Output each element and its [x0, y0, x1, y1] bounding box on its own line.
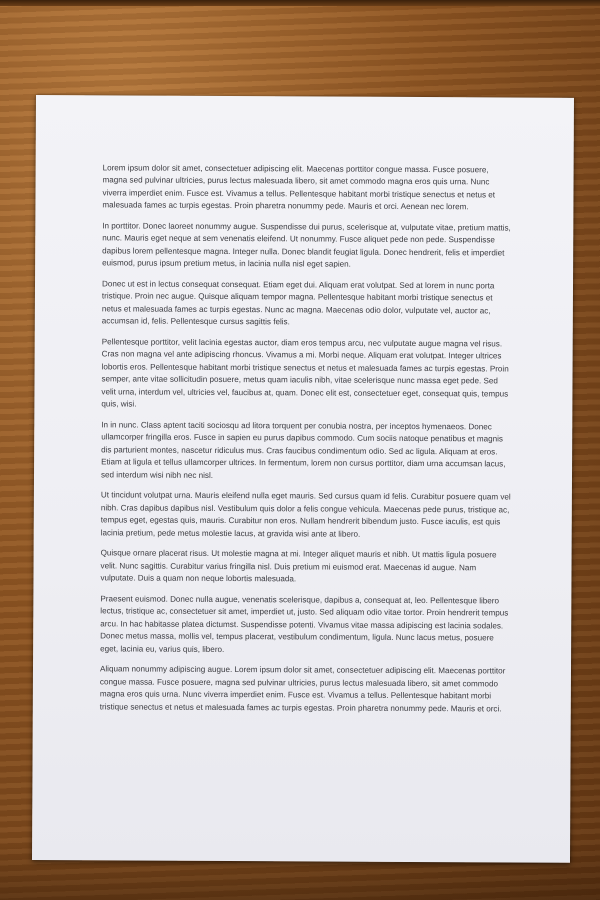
document-body	[100, 162, 513, 723]
paper-sheet	[32, 95, 574, 863]
paragraph-1: Lorem ipsum dolor sit amet, consectetuer adipiscing elit. Maecenas porttitor congue massa. Fusce posuere, magna sed pulvinar ultricies, purus lectus malesuada libero, sit amet commodo magna eros quis urna. Nunc viverra imperdiet enim. Fusce est. Vivamus a tellus. Pellentesque habitant morbi tristique senectus et netus et malesuada fames ac turpis egestas. Proin pharetra nonummy pede. Mauris et orci. Aenean nec lorem.	[102, 163, 496, 212]
paragraph-2: In porttitor. Donec laoreet nonummy augue. Suspendisse dui purus, scelerisque at, vulputate vitae, pretium mattis, nunc. Mauris eget neque at sem venenatis eleifend. Ut nonummy. Fusce aliquet pede non pede. Suspendisse dapibus lorem pellentesque magna. Integer nulla. Donec blandit feugiat ligula. Donec hendrerit, felis et imperdiet euismod, purus ipsum pretium metus, in lacinia nulla nisl eget sapien.	[102, 221, 511, 269]
paragraph-7: Quisque ornare placerat risus. Ut molestie magna at mi. Integer aliquet mauris et nibh. Ut mattis ligula posuere velit. Nunc sagittis. Curabitur varius fringilla nisl. Duis pretium mi euismod erat. Maecenas id augue. Nam vulputate. Duis a quam non neque lobortis malesuada.	[100, 548, 497, 584]
paragraph-6: Ut tincidunt volutpat urna. Mauris eleifend nulla eget mauris. Sed cursus quam id felis. Curabitur posuere quam vel nibh. Cras dapibus dapibus nisl. Vestibulum quis dolor a felis congue vehicula. Maecenas pede purus, tristique ac, tempus eget, egestas quis, mauris. Curabitur non eros. Nullam hendrerit bibendum justo. Fusce iaculis, est quis lacinia pretium, pede metus molestie lacus, at gravida wisi ante at libero.	[100, 490, 511, 539]
paragraph-5: In in nunc. Class aptent taciti sociosqu ad litora torquent per conubia nostra, per inceptos hymenaeos. Donec ullamcorper fringilla eros. Fusce in sapien eu purus dapibus commodo. Cum sociis natoque penatibus et magnis dis parturient montes, nascetur ridiculus mus. Cras faucibus condimentum odio. Sed ac ligula. Aliquam at eros. Etiam at ligula et tellus ullamcorper ultrices. In fermentum, lorem non cursus porttitor, diam urna accumsan lacus, sed interdum wisi nibh nec nisl.	[100, 420, 506, 480]
paragraph-9: Aliquam nonummy adipiscing augue. Lorem ipsum dolor sit amet, consectetuer adipiscing elit. Maecenas porttitor congue massa. Fusce posuere, magna sed pulvinar ultricies, purus lectus malesuada libero, sit amet commodo magna eros quis urna. Nunc viverra imperdiet enim. Fusce est. Vivamus a tellus. Pellentesque habitant morbi tristique senectus et netus et malesuada fames ac turpis egestas. Proin pharetra nonummy pede. Mauris et orci.	[99, 664, 506, 714]
paragraph-3: Donec ut est in lectus consequat consequat. Etiam eget dui. Aliquam erat volutpat. Sed at lorem in nunc porta tristique. Proin nec augue. Quisque aliquam tempor magna. Pellentesque habitant morbi tristique senectus et netus et malesuada fames ac turpis egestas. Nunc ac magna. Maecenas odio dolor, vulputate vel, auctor ac, accumsan id, felis. Pellentesque cursus sagittis felis.	[101, 279, 495, 327]
paragraph-8: Praesent euismod. Donec nulla augue, venenatis scelerisque, dapibus a, consequat at, leo. Pellentesque libero lectus, tristique ac, consectetuer sit amet, imperdiet ut, justo. Sed aliquam odio vitae tortor. Proin hendrerit tempus arcu. In hac habitasse platea dictumst. Suspendisse potenti. Vivamus vitae massa adipiscing est lacinia sodales. Donec metus massa, mollis vel, tempus placerat, vestibulum condimentum, ligula. Nunc lacus metus, posuere eget, lacinia eu, varius quis, libero.	[100, 594, 509, 654]
desk-edge	[0, 0, 600, 6]
paragraph-4: Pellentesque porttitor, velit lacinia egestas auctor, diam eros tempus arcu, nec vulputate augue magna vel risus. Cras non magna vel ante adipiscing rhoncus. Vivamus a mi. Morbi neque. Aliquam erat volutpat. Integer ultrices lobortis eros. Pellentesque habitant morbi tristique senectus et netus et malesuada fames ac turpis egestas. Proin semper, ante vitae sollicitudin posuere, metus quam iaculis nibh, vitae scelerisque nunc massa eget pede. Sed velit urna, interdum vel, ultricies vel, faucibus at, quam. Donec elit est, consectetuer eget, consequat quis, tempus quis, wisi.	[101, 337, 509, 409]
